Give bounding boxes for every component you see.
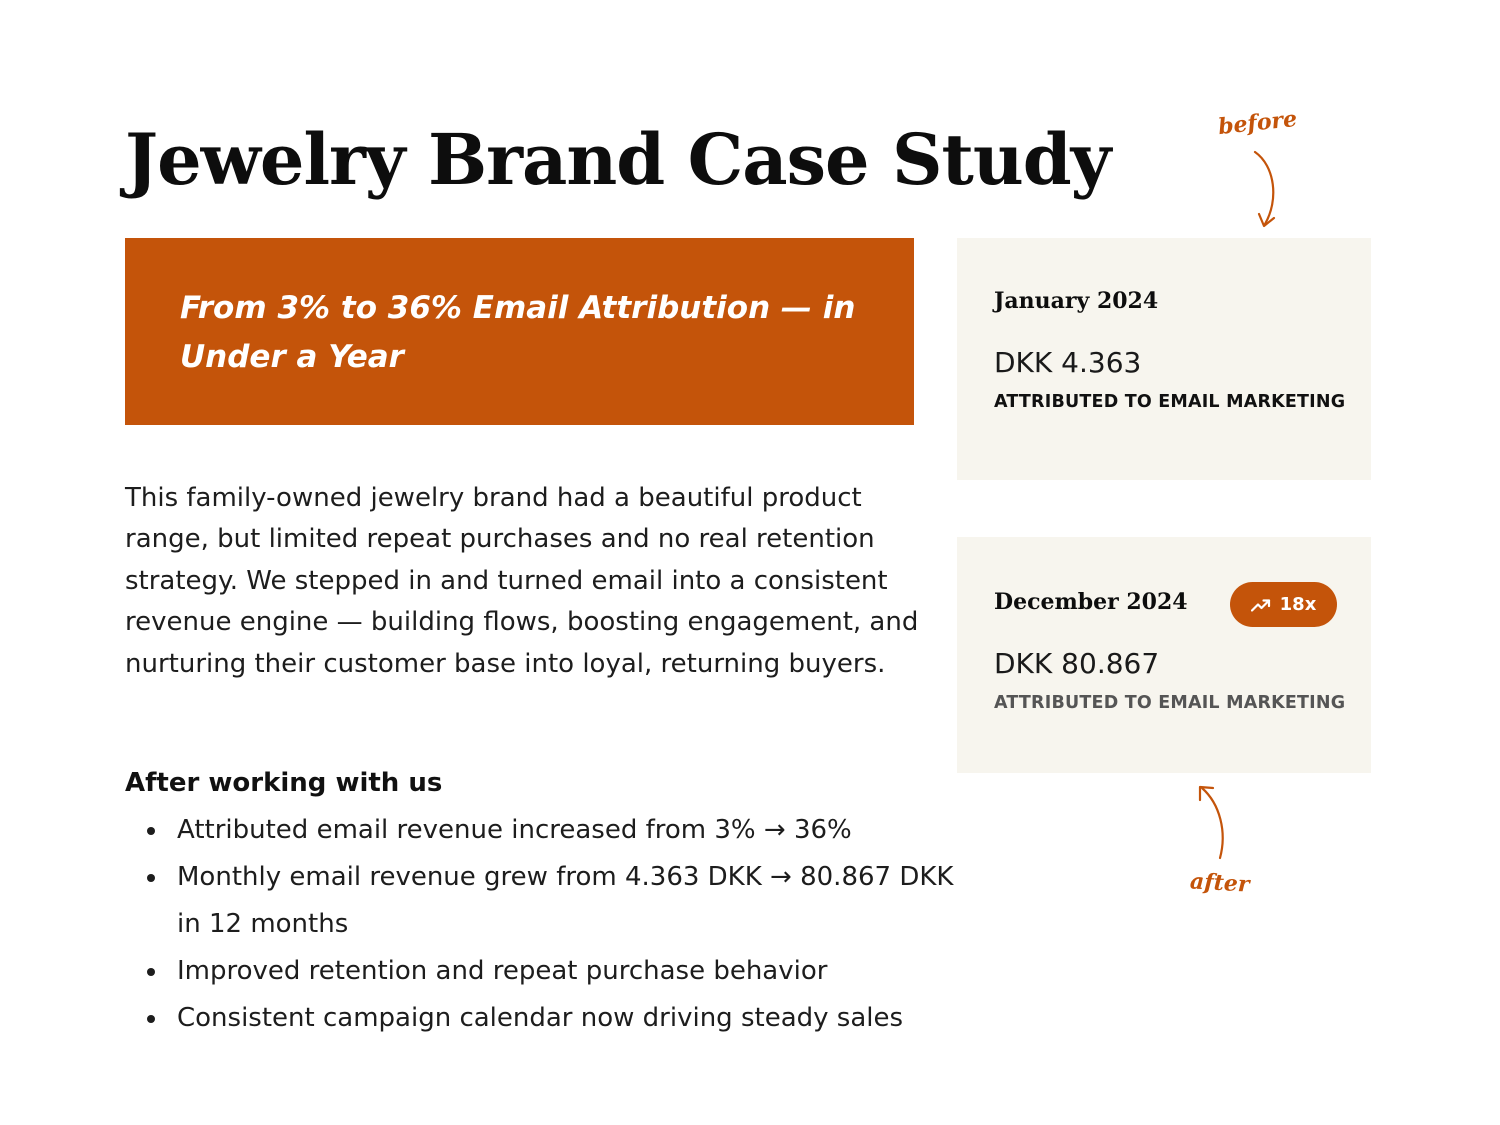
growth-badge bbox=[1230, 582, 1337, 627]
list-item bbox=[125, 995, 955, 1042]
trending-up-icon bbox=[1251, 598, 1271, 612]
arrow-down-icon bbox=[1245, 148, 1285, 233]
card-caption: ATTRIBUTED TO EMAIL MARKETING bbox=[994, 693, 1346, 713]
growth-badge-label: 18x bbox=[1279, 594, 1317, 615]
card-month: December 2024 bbox=[994, 589, 1188, 615]
card-month: January 2024 bbox=[994, 288, 1159, 314]
list-item bbox=[125, 854, 955, 948]
after-annotation: after bbox=[1189, 868, 1251, 898]
list-item-text: Attributed email revenue increased from 3% → 36% bbox=[177, 815, 852, 845]
list-item bbox=[125, 948, 955, 995]
results-heading: After working with us bbox=[125, 768, 443, 798]
bullet-icon bbox=[147, 827, 155, 835]
hero-headline: From 3% to 36% Email Attribution — in Under a Year bbox=[180, 290, 856, 375]
card-amount: DKK 80.867 bbox=[994, 647, 1160, 680]
bullet-icon bbox=[147, 1015, 155, 1023]
bullet-icon bbox=[147, 874, 155, 882]
hero-banner bbox=[125, 238, 914, 425]
list-item-text: Improved retention and repeat purchase behavior bbox=[177, 956, 828, 986]
card-caption: ATTRIBUTED TO EMAIL MARKETING bbox=[994, 392, 1346, 412]
card-amount: DKK 4.363 bbox=[994, 346, 1142, 379]
bullet-icon bbox=[147, 968, 155, 976]
results-list bbox=[125, 807, 955, 1042]
before-annotation: before bbox=[1216, 105, 1299, 141]
list-item-text: Monthly email revenue grew from 4.363 DKK → 80.867 DKK in 12 months bbox=[177, 862, 954, 939]
page-title: Jewelry Brand Case Study bbox=[125, 118, 1111, 201]
arrow-up-icon bbox=[1190, 780, 1235, 865]
intro-paragraph: This family-owned jewelry brand had a beautiful product range, but limited repeat purchases and no real retention strategy. We stepped in and turned email into a consistent revenue engine — building flows, boosting engagement, and nurturing their customer base into loyal, returning buyers. bbox=[125, 483, 919, 679]
after-stat-card bbox=[957, 537, 1371, 773]
list-item-text: Consistent campaign calendar now driving steady sales bbox=[177, 1003, 904, 1033]
before-stat-card bbox=[957, 238, 1371, 480]
list-item bbox=[125, 807, 955, 854]
